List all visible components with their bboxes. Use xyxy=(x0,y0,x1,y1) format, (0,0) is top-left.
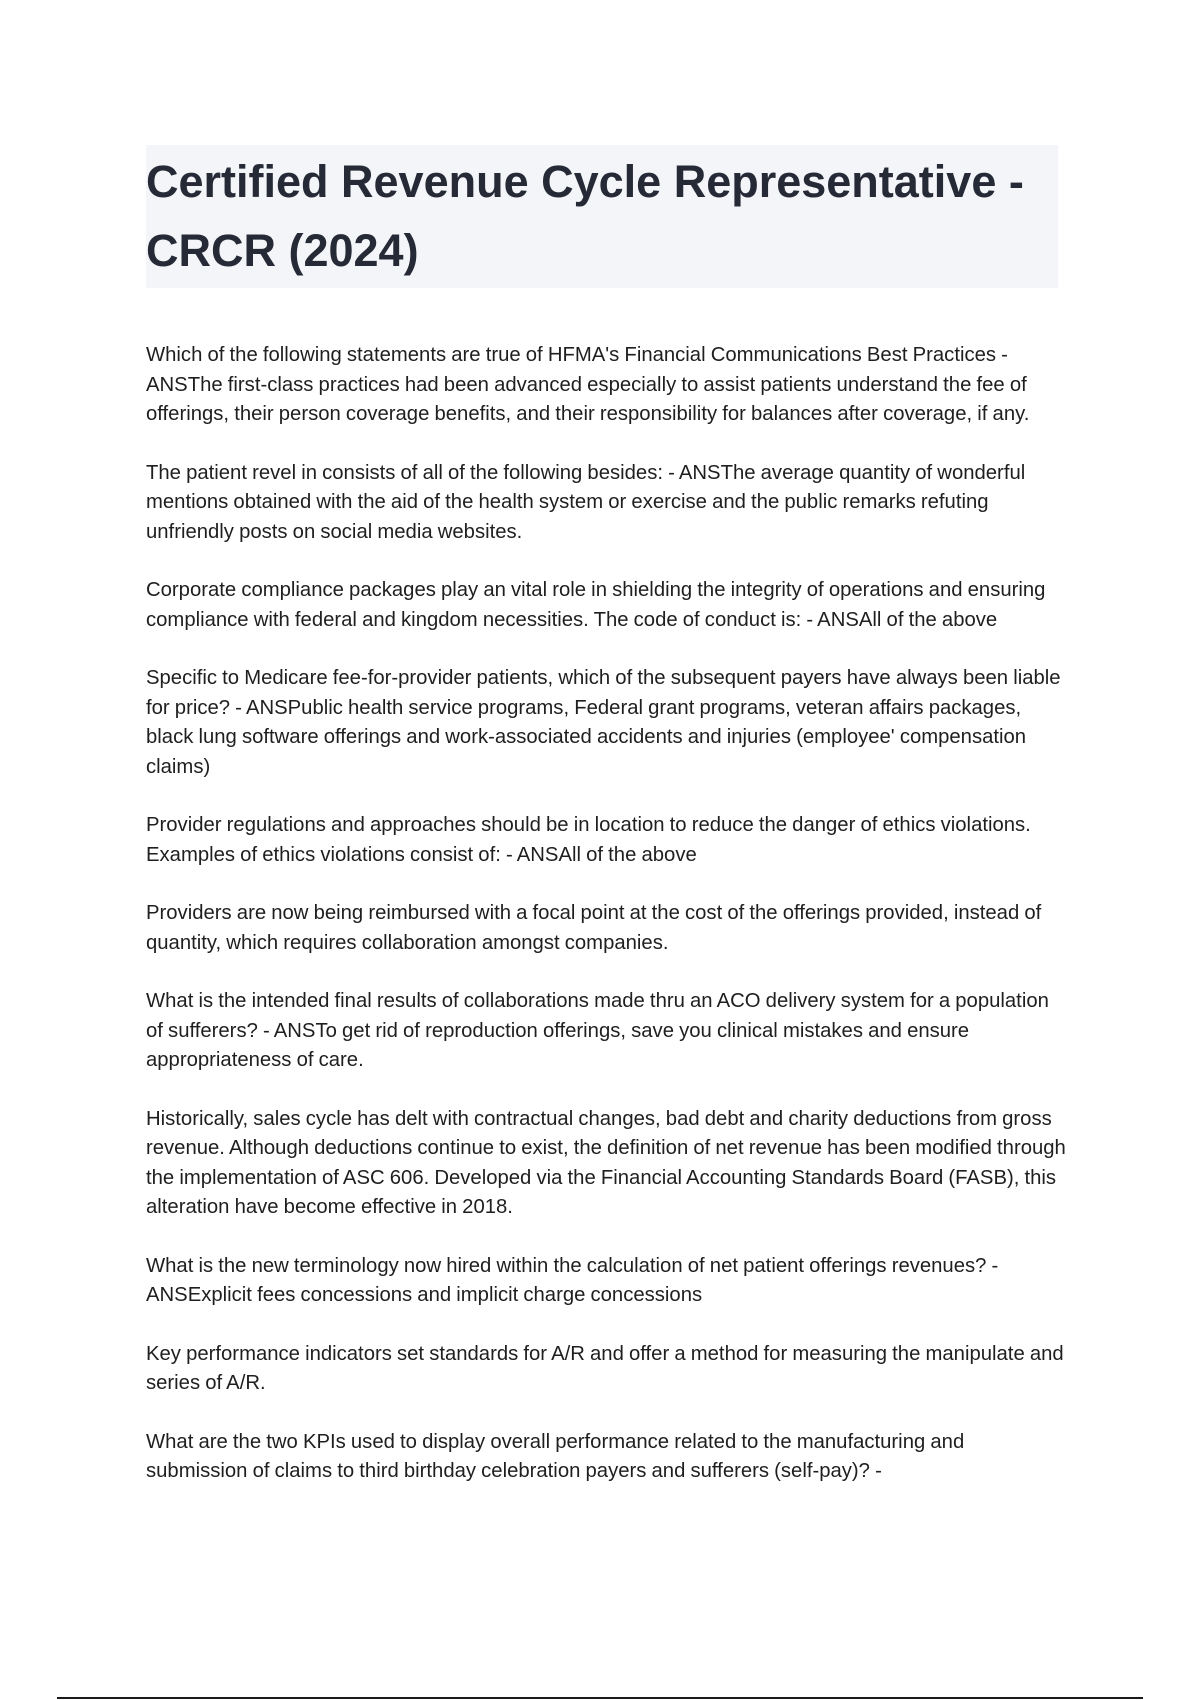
document-body xyxy=(146,341,1066,1516)
question-paragraph-3: Corporate compliance packages play an vital role in shielding the integrity of operations and ensuring compliance with federal and kingdom necessities. The code of conduct is: - ANSAll of the above xyxy=(146,579,1046,631)
question-paragraph-11: What are the two KPIs used to display overall performance related to the manufacturing and submission of claims to third birthday celebration payers and sufferers (self-pay)? - xyxy=(146,1430,965,1482)
question-paragraph-7: What is the intended final results of collaborations made thru an ACO delivery system for a population of sufferers? - ANSTo get rid of reproduction offerings, save you clinical mistakes and ensure appropriateness of care. xyxy=(146,990,1049,1071)
question-paragraph-9: What is the new terminology now hired within the calculation of net patient offerings revenues? - ANSExplicit fees concessions and implicit charge concessions xyxy=(146,1254,999,1306)
question-paragraph-2: The patient revel in consists of all of the following besides: - ANSThe average quantity of wonderful mentions obtained with the aid of the health system or exercise and the public remarks refuting unfriendly posts on social media websites. xyxy=(146,461,1026,543)
document-title: Certified Revenue Cycle Representative - CRCR (2024) xyxy=(146,156,1024,276)
footer-divider xyxy=(57,1697,1143,1699)
question-paragraph-1: Which of the following statements are true of HFMA's Financial Communications Best Practices - ANSThe first-class practices had been advanced especially to assist patients understand the fee of offerings, their person coverage benefits, and their responsibility for balances after coverage, if any. xyxy=(146,344,1030,425)
title-banner xyxy=(146,145,1058,288)
statement-paragraph-8: Historically, sales cycle has delt with contractual changes, bad debt and charity deductions from gross revenue. Although deductions continue to exist, the definition of net revenue has been modified through the implementation of ASC 606. Developed via the Financial Accounting Standards Board (FASB), this alteration have become effective in 2018. xyxy=(146,1107,1066,1218)
question-paragraph-5: Provider regulations and approaches should be in location to reduce the danger of ethics violations. Examples of ethics violations consist of: - ANSAll of the above xyxy=(146,814,1031,866)
question-paragraph-4: Specific to Medicare fee-for-provider patients, which of the subsequent payers have always been liable for price? - ANSPublic health service programs, Federal grant programs, veteran affairs packages, black lung software offerings and work-associated accidents and injuries (employee' compensation claims) xyxy=(146,667,1061,778)
statement-paragraph-6: Providers are now being reimbursed with a focal point at the cost of the offerings provided, instead of quantity, which requires collaboration amongst companies. xyxy=(146,902,1042,954)
statement-paragraph-10: Key performance indicators set standards for A/R and offer a method for measuring the manipulate and series of A/R. xyxy=(146,1342,1064,1394)
